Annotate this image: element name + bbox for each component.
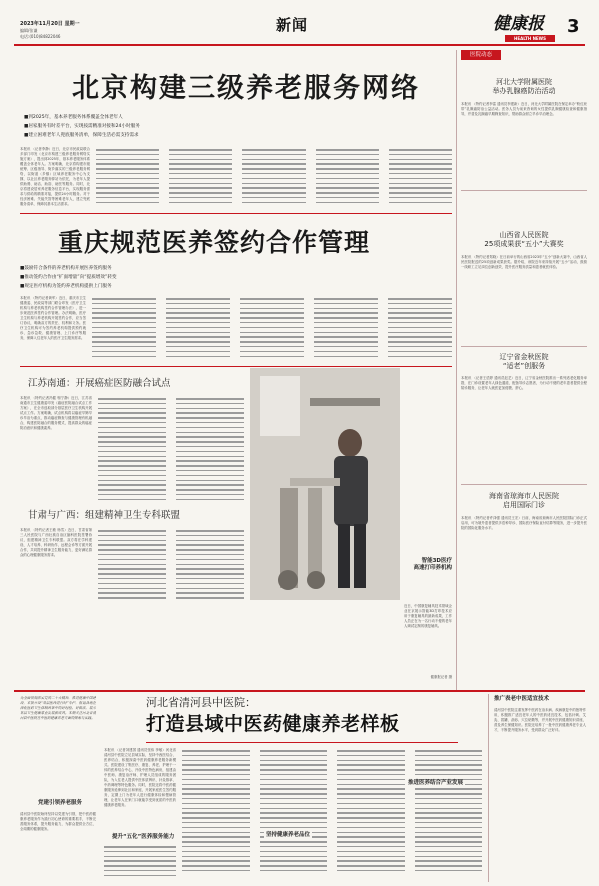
article2-lead-2: ■推动签约合作由“扩面增量”向“提质增效”转变: [20, 275, 117, 280]
sidebar-item1-body: 本报讯 （特约记者李雷 通讯员李建新）近日，河北大学附属医院在保定举办“粉红丝带”乳腺癌防治公益活动。医务人员为前来咨询的女性提供乳腺健康检查和健康指导，并普及乳腺癌早期筛查知识，帮助群众树立早诊早治理念。: [461, 102, 587, 116]
article1-lead: [24, 113, 444, 140]
bottom-intro-subhead: 党建引领养老服务: [38, 800, 83, 806]
brand-logo: 健康报: [493, 14, 544, 34]
article1-lead-2: ■居家服务有时差平台，实现按需精准对接和24小时服务: [24, 124, 140, 129]
sidebar-tag-text: 医院动态: [469, 52, 492, 58]
article1-title: 北京构建三级养老服务网络: [72, 73, 420, 104]
article4-columns: [98, 530, 244, 602]
masthead-editor: 编辑/张谦: [20, 28, 38, 33]
article1-lead-3: ■建立困难老年人兜底服务清单，保障生活必需支持需求: [24, 133, 139, 138]
news-photo: [250, 368, 400, 600]
sidebar-divider-3: [461, 484, 587, 485]
article5-kicker: 河北省清河县中医院：: [146, 696, 256, 709]
article5-subhead-1: 提升“五化”医养服务能力: [112, 834, 175, 840]
masthead-date: 2023年11月20日 星期一: [20, 21, 80, 27]
bottom-divider: [14, 690, 585, 692]
sidebar-item4-title: 海南省琼海市人民医院 启用国际门诊: [489, 492, 559, 509]
article2-title: 重庆规范医养签约合作管理: [58, 228, 371, 257]
article1-lead-1: ■到2025年，基本养老服务体系覆盖全体老年人: [24, 115, 123, 120]
masthead-phone: 电话:(010)84822046: [20, 34, 61, 39]
article3-columns: [98, 398, 244, 504]
article3-body: 本报讯 （特约记者冯健 驹宁静）近日，江苏省南通市卫生健康委印发《癌症医防融合试点工作方案》，在全市选取部分基层医疗卫生机构开展试点工作。方案明确，试点机构将以癌症早筛早诊早治为重点，推动癌症筛查与健康管理有机融合，构建医防融合的服务模式，提高群众的癌症防治意识和健康素养。: [20, 396, 92, 430]
article1-columns: [96, 149, 452, 207]
article2-body: 本报讯 （特约记者黄军）近日，重庆市卫生健康委、民政局等部门联合印发《医疗卫生机构与养老机构签约合作管理办法》，进一步规范医养签约合作管理。办法明确，医疗卫生机构与养老机构开展签约合作，应当签订协议，明确双方的责任、权利和义务。医疗卫生机构可为签约养老机构提供预约就诊、急诊急救、健康管理、上门诊疗等服务，保障入住老年人的医疗卫生服务需求。: [20, 296, 86, 340]
article5-subhead-3: 推进医养结合产业发展: [408, 780, 464, 786]
promo-title: 推广表老中医适宜技术: [494, 696, 550, 702]
photo-illustration: [250, 368, 400, 600]
article3-title: 江苏南通：开展癌症医防融合试点: [28, 378, 171, 389]
photo-caption-title: 智能3D医疗 高速打印养机构: [413, 558, 452, 571]
promo-vertical-rule: [488, 694, 489, 882]
article5-title: 打造县域中医药健康养老样板: [146, 713, 400, 735]
article2-divider: [20, 366, 452, 367]
sidebar-item2-body: 本报讯 （特约记者郑晓）在日前举行的山西省2023年“五小”创新大赛中，山西省人民医院报送的25项创新成果获奖。据介绍，该院近年来持续开展“五小”活动，鼓励一线职工立足岗位创新创效，提升医疗服务质量和患者就医体验。: [461, 255, 587, 269]
article2-lead: [20, 264, 440, 291]
photo-caption-body: 近日，中国康复辅具技术领域企业在京展示智能3D打印技术应用于康复辅具的最新成果，工作人员正在为一名行动不便的老年人调试定制的康复辅具。: [404, 604, 452, 628]
brand-en-text: HEALTH NEWS: [514, 36, 546, 41]
promo-body: 清河县中医院注重发挥中医药在治未病、疾病康复中的独特作用，积极推广适宜老年人的中医药适宜技术，包括针刺、艾灸、拔罐、刮痧、穴位贴敷等，并开展中医药健康知识讲座，普及养生保健知识。医院还培养了一批中医药健康养老专业人才，不断提升服务水平，受到群众广泛好评。: [494, 708, 586, 732]
article5-col1-lower: [104, 846, 176, 882]
sidebar-divider-1: [461, 190, 587, 191]
article2-lead-3: ■规定医疗机构为签约养老机构提供上门服务: [20, 284, 112, 289]
sidebar-item3-title: 辽宁省金秋医院 “适老”创服务: [499, 353, 549, 370]
section-title: 新闻: [276, 16, 309, 34]
sidebar-item2-title: 山西省人民医院 25项成果获“五小”大赛奖: [484, 231, 564, 248]
page-number: 3: [567, 16, 580, 37]
article4-title: 甘肃与广西：组建精神卫生专科联盟: [28, 510, 181, 521]
article2-columns: [92, 298, 452, 360]
article5-subhead-2: 坚持健康养老品位: [266, 832, 311, 838]
bottom-intro-body2: 清河县中医院始终坚持以党建为引领，把中医药健康养老服务作为践行初心使命的重要抓手，不断完善服务体系，提升服务能力，为群众提供全方位、全周期的健康服务。: [20, 812, 96, 831]
article2-lead-1: ■鼓励符合条件的养老机构开展医养签约服务: [20, 266, 112, 271]
bottom-intro: 为全面贯彻落实党的二十大精神，推进健康中国建设，本报开设“基层医改进行时”专栏，报道各地在深化医药卫生体制改革中的好经验、好做法，展示基层卫生健康事业发展新成效。本期关注河北省清河县中医院在中医药健康养老方面的探索与实践。: [20, 696, 96, 720]
sidebar-item3-body: 本报讯 （记者王语婷 通讯员赵艺）近日，辽宁省金秋医院推出一系列适老化服务举措，在门诊设置老年人绿色通道，配备导诊志愿者，为行动不便的老年患者提供全程陪诊服务，让老年人就医更加便捷、舒心。: [461, 376, 587, 390]
article5-title-rule: [146, 742, 458, 743]
right-sidebar: [461, 50, 587, 690]
article5-body: 本报讯 （记者刘建国 通讯员张伟 李敏）河北省清河县中医院立足县域实际，坚持中西医结合、医养结合，积极探索中医药健康养老服务新模式。医院建设了集医疗、康复、养老、护理于一体的医养结合中心，开设中医特色病房，组建由中医师、康复治疗师、护理人员组成的服务团队，为入住老人提供中医体质辨识、针灸推拿、中药调理等特色服务。同时，医院还将中医药健康服务延伸到社区和家庭，开展家庭医生签约服务，定期上门为老年人进行健康体检和慢病管理，让老年人在家门口就能享受到优质的中医药健康养老服务。: [104, 748, 176, 807]
photo-credit: 健康报记者 摄: [430, 675, 452, 679]
sidebar-tag: [461, 50, 501, 60]
sidebar-item4-body: 本报讯 （特约记者许泽强 通讯员王宏）日前，海南省琼海市人民医院国际门诊正式启用，可为境外患者提供多语种导诊、国际医疗保险直付结算等服务，进一步提升医院的国际化服务水平。: [461, 516, 587, 530]
sidebar-item1-title: 河北大学附属医院 举办乳腺癌防治活动: [492, 78, 556, 95]
article5-columns: [182, 750, 482, 882]
sidebar-vertical-rule: [456, 50, 457, 690]
article1-body: 本报讯 （记者李静）近日，北京市民政局联合多部门印发《北京市构建三级养老服务网络实施方案》，提出到2025年，基本养老服务体系覆盖全体老年人。方案明确，北京将构建市级统筹、区级指导、街乡落实的三级养老服务网络，以街道（乡镇）区域养老服务中心为支撑，以社区养老服务驿站为依托，为老年人提供助餐、助洁、助浴、助医等服务。同时，北京将建设居家养老服务信息平台，实现服务需求与供给的精准对接，提供24小时服务。对于经济困难、失能失智等困难老年人，建立兜底服务清单，保障其基本生活需求。: [20, 147, 90, 206]
sidebar-divider-2: [461, 346, 587, 347]
article1-divider: [20, 213, 452, 214]
article4-body: 本报讯 （特约记者王敏 杨雪）近日，甘肃省第三人民医院与广西壮族自治区脑科医院签署协议，组建精神卫生专科联盟。双方将在学科建设、人才培养、科研协作、远程会诊等方面开展合作，共同提升精神卫生服务能力，更好满足群众的心理健康服务需求。: [20, 528, 92, 557]
masthead: [0, 0, 599, 46]
brand-en-badge: [505, 35, 555, 42]
masthead-rule: [14, 44, 585, 46]
